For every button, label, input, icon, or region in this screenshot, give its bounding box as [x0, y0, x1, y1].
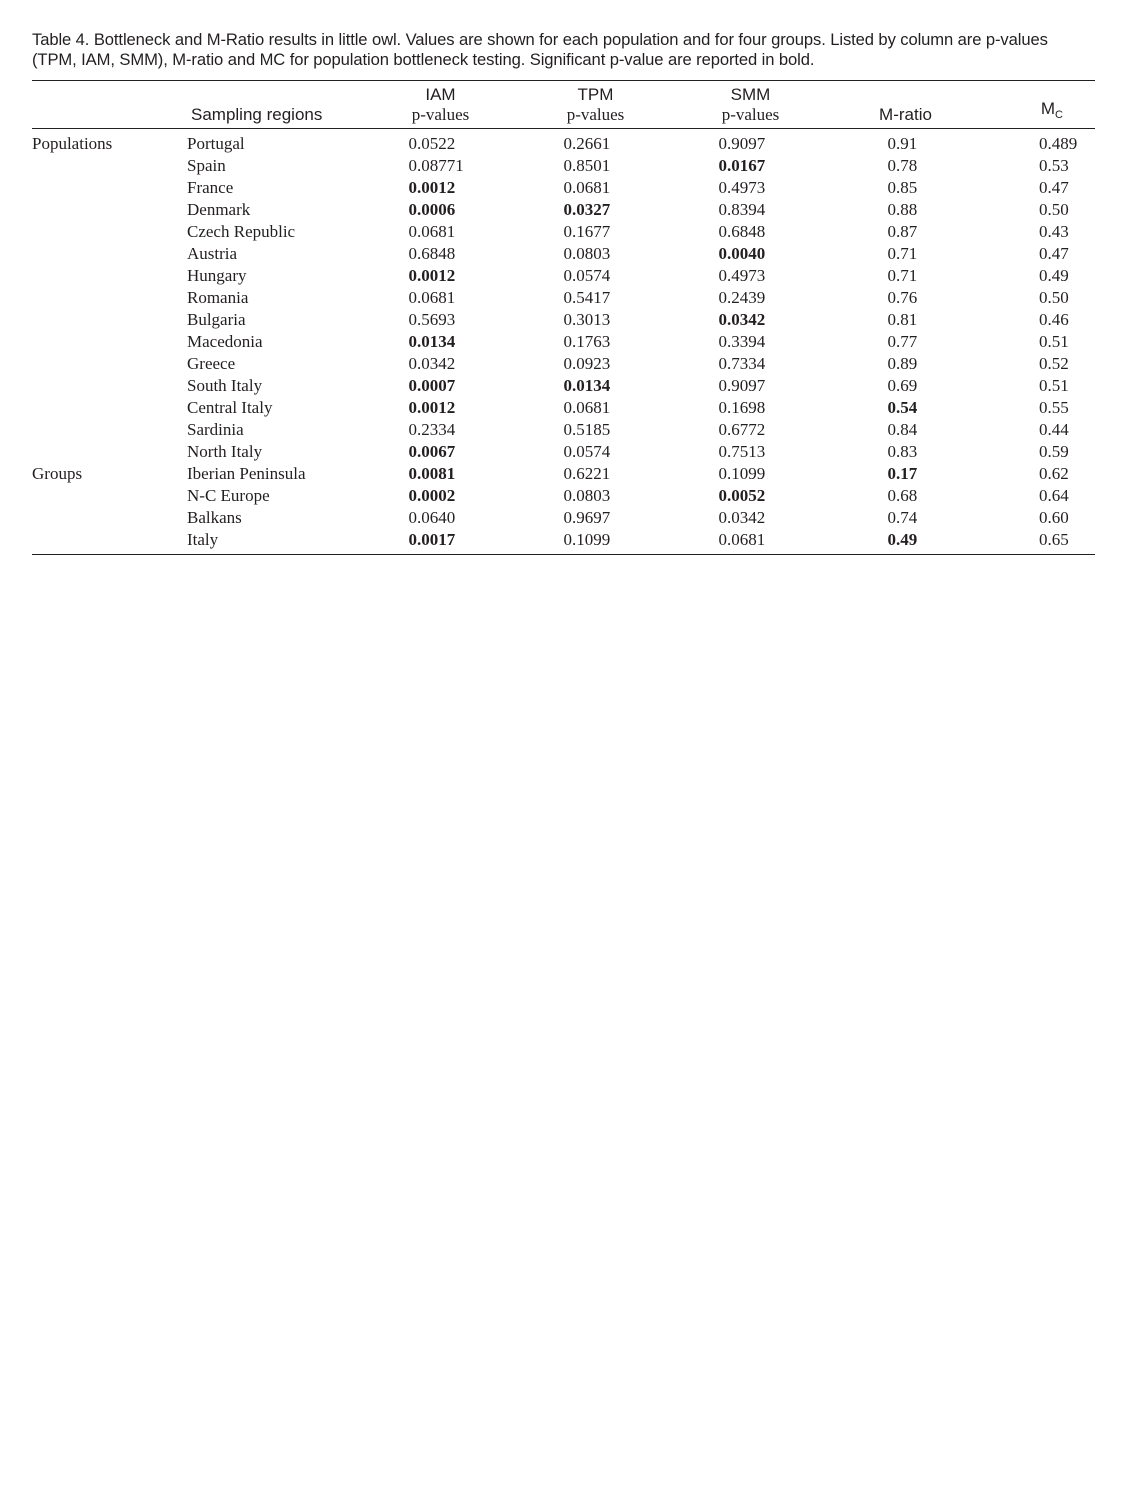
cell-mc [983, 331, 1095, 353]
cell-m-ratio-text: 0.71 [887, 244, 918, 263]
cell-region-text: Austria [187, 244, 238, 263]
table-row [32, 507, 1095, 529]
cell-region-text: Portugal [187, 134, 245, 153]
cell-smm-text: 0.3394 [718, 332, 766, 351]
cell-mc [983, 199, 1095, 221]
cell-iam-text: 0.0007 [408, 376, 456, 395]
cell-category [32, 287, 187, 309]
cell-m-ratio-text: 0.88 [887, 200, 918, 219]
cell-category [32, 155, 187, 177]
cell-mc [983, 485, 1095, 507]
cell-iam [363, 221, 518, 243]
cell-mc-text: 0.50 [1039, 288, 1069, 307]
cell-region-text: Central Italy [187, 398, 273, 417]
cell-smm-text: 0.4973 [718, 178, 766, 197]
cell-tpm [518, 265, 673, 287]
cell-iam [363, 155, 518, 177]
cell-tpm [518, 243, 673, 265]
cell-m-ratio-text: 0.68 [887, 486, 918, 505]
cell-region [187, 441, 363, 463]
cell-m-ratio [828, 199, 983, 221]
cell-m-ratio-text: 0.85 [887, 178, 918, 197]
cell-m-ratio-text: 0.83 [887, 442, 918, 461]
cell-smm [673, 353, 828, 375]
cell-iam-text: 0.0012 [408, 398, 456, 417]
cell-tpm [518, 309, 673, 331]
cell-mc [983, 221, 1095, 243]
cell-category [32, 199, 187, 221]
cell-tpm [518, 129, 673, 156]
cell-mc [983, 375, 1095, 397]
table-row [32, 331, 1095, 353]
cell-region [187, 331, 363, 353]
header-smm [673, 81, 828, 129]
caption-line-2: (TPM, IAM, SMM), M-ratio and MC for population bottleneck testing. Significant p-value are reported in bold. [32, 50, 815, 69]
cell-iam [363, 529, 518, 555]
cell-region [187, 199, 363, 221]
cell-mc-text: 0.53 [1039, 156, 1069, 175]
cell-m-ratio [828, 155, 983, 177]
table-header-row [32, 81, 1095, 129]
cell-mc [983, 309, 1095, 331]
header-iam-top: IAM [425, 85, 456, 104]
cell-category [32, 507, 187, 529]
cell-category-text: Populations [32, 134, 113, 153]
cell-m-ratio [828, 177, 983, 199]
table-row [32, 309, 1095, 331]
table-row [32, 221, 1095, 243]
cell-iam-text: 0.0067 [408, 442, 456, 461]
cell-smm-text: 0.9097 [718, 134, 766, 153]
header-mc-sub: C [1055, 109, 1063, 121]
cell-mc [983, 463, 1095, 485]
cell-smm [673, 177, 828, 199]
cell-iam [363, 265, 518, 287]
cell-mc-text: 0.51 [1039, 332, 1069, 351]
cell-smm-text: 0.7513 [718, 442, 766, 461]
cell-iam-text: 0.0081 [408, 464, 456, 483]
cell-region [187, 485, 363, 507]
cell-iam-text: 0.0002 [408, 486, 456, 505]
cell-region [187, 129, 363, 156]
cell-category [32, 221, 187, 243]
table-row [32, 287, 1095, 309]
cell-smm-text: 0.6772 [718, 420, 766, 439]
cell-mc [983, 507, 1095, 529]
cell-tpm-text: 0.2661 [563, 134, 611, 153]
table-row [32, 177, 1095, 199]
header-m-ratio: M-ratio [879, 105, 932, 124]
cell-m-ratio-text: 0.87 [887, 222, 918, 241]
cell-region [187, 507, 363, 529]
cell-smm-text: 0.8394 [718, 200, 766, 219]
cell-iam-text: 0.0012 [408, 178, 456, 197]
cell-mc-text: 0.59 [1039, 442, 1069, 461]
cell-tpm [518, 331, 673, 353]
cell-m-ratio-text: 0.74 [887, 508, 918, 527]
table-body [32, 129, 1095, 555]
header-tpm-bottom: p-values [566, 105, 625, 124]
cell-tpm-text: 0.0681 [563, 398, 611, 417]
cell-iam-text: 0.0522 [408, 134, 456, 153]
cell-smm-text: 0.0052 [718, 486, 766, 505]
cell-category [32, 419, 187, 441]
cell-region [187, 353, 363, 375]
cell-smm-text: 0.0342 [718, 310, 766, 329]
cell-m-ratio [828, 129, 983, 156]
cell-tpm [518, 155, 673, 177]
cell-region-text: Italy [187, 530, 219, 549]
cell-mc [983, 129, 1095, 156]
cell-iam [363, 441, 518, 463]
cell-m-ratio-text: 0.17 [887, 464, 918, 483]
cell-m-ratio [828, 243, 983, 265]
cell-region-text: Balkans [187, 508, 242, 527]
cell-m-ratio [828, 419, 983, 441]
cell-iam [363, 463, 518, 485]
cell-tpm-text: 0.1099 [563, 530, 611, 549]
cell-category [32, 463, 187, 485]
cell-region [187, 155, 363, 177]
cell-mc [983, 419, 1095, 441]
cell-iam-text: 0.0640 [408, 508, 456, 527]
cell-tpm [518, 375, 673, 397]
cell-smm-text: 0.7334 [718, 354, 766, 373]
cell-iam [363, 375, 518, 397]
cell-smm-text: 0.1099 [718, 464, 766, 483]
cell-category [32, 485, 187, 507]
table-row [32, 265, 1095, 287]
cell-m-ratio [828, 331, 983, 353]
cell-iam [363, 287, 518, 309]
cell-tpm [518, 287, 673, 309]
table-row [32, 397, 1095, 419]
cell-tpm [518, 177, 673, 199]
cell-tpm [518, 221, 673, 243]
cell-tpm [518, 507, 673, 529]
cell-mc-text: 0.50 [1039, 200, 1069, 219]
cell-category [32, 397, 187, 419]
cell-region [187, 265, 363, 287]
cell-tpm-text: 0.6221 [563, 464, 611, 483]
cell-m-ratio [828, 529, 983, 555]
cell-smm [673, 375, 828, 397]
cell-smm [673, 331, 828, 353]
cell-mc-text: 0.65 [1039, 530, 1069, 549]
table-row [32, 199, 1095, 221]
cell-category [32, 331, 187, 353]
cell-iam [363, 129, 518, 156]
header-tpm-top: TPM [577, 85, 614, 104]
header-mc-main: M [1040, 99, 1056, 118]
cell-iam [363, 485, 518, 507]
cell-smm [673, 287, 828, 309]
cell-tpm [518, 353, 673, 375]
cell-tpm [518, 463, 673, 485]
cell-region-text: N-C Europe [187, 486, 270, 505]
cell-region-text: Hungary [187, 266, 247, 285]
header-iam-bottom: p-values [411, 105, 470, 124]
cell-tpm-text: 0.0803 [563, 244, 611, 263]
cell-mc-text: 0.55 [1039, 398, 1069, 417]
cell-category [32, 243, 187, 265]
cell-region-text: Spain [187, 156, 226, 175]
cell-tpm [518, 485, 673, 507]
cell-m-ratio-text: 0.54 [887, 398, 918, 417]
cell-iam-text: 0.0681 [408, 222, 456, 241]
cell-region [187, 529, 363, 555]
cell-tpm-text: 0.0681 [563, 178, 611, 197]
header-tpm [518, 81, 673, 129]
header-category [32, 81, 187, 129]
cell-smm-text: 0.0040 [718, 244, 766, 263]
cell-region-text: Greece [187, 354, 236, 373]
cell-mc-text: 0.44 [1039, 420, 1069, 439]
cell-region-text: Bulgaria [187, 310, 246, 329]
cell-category [32, 353, 187, 375]
cell-smm [673, 243, 828, 265]
cell-iam [363, 353, 518, 375]
cell-smm-text: 0.2439 [718, 288, 766, 307]
cell-mc [983, 353, 1095, 375]
cell-region [187, 221, 363, 243]
cell-mc-text: 0.47 [1039, 244, 1069, 263]
cell-m-ratio [828, 463, 983, 485]
cell-tpm-text: 0.5417 [563, 288, 611, 307]
cell-m-ratio-text: 0.69 [887, 376, 918, 395]
cell-region [187, 243, 363, 265]
cell-mc [983, 155, 1095, 177]
cell-iam-text: 0.0342 [408, 354, 456, 373]
table-row [32, 463, 1095, 485]
cell-iam [363, 331, 518, 353]
cell-smm [673, 419, 828, 441]
cell-category [32, 309, 187, 331]
cell-category [32, 441, 187, 463]
cell-tpm [518, 529, 673, 555]
cell-mc [983, 265, 1095, 287]
cell-mc [983, 441, 1095, 463]
cell-category [32, 265, 187, 287]
cell-iam-text: 0.0017 [408, 530, 456, 549]
table-row [32, 129, 1095, 156]
cell-region [187, 463, 363, 485]
cell-iam [363, 507, 518, 529]
cell-m-ratio [828, 287, 983, 309]
cell-smm-text: 0.0167 [718, 156, 766, 175]
cell-region [187, 375, 363, 397]
cell-tpm-text: 0.5185 [563, 420, 611, 439]
cell-mc-text: 0.64 [1039, 486, 1069, 505]
cell-mc [983, 397, 1095, 419]
cell-mc [983, 287, 1095, 309]
cell-mc-text: 0.49 [1039, 266, 1069, 285]
cell-iam [363, 419, 518, 441]
cell-tpm-text: 0.0803 [563, 486, 611, 505]
cell-m-ratio [828, 441, 983, 463]
cell-iam [363, 243, 518, 265]
cell-m-ratio-text: 0.77 [887, 332, 918, 351]
cell-smm-text: 0.4973 [718, 266, 766, 285]
cell-smm [673, 265, 828, 287]
cell-smm-text: 0.6848 [718, 222, 766, 241]
cell-m-ratio [828, 397, 983, 419]
cell-smm-text: 0.0681 [718, 530, 766, 549]
table-row [32, 375, 1095, 397]
cell-smm [673, 221, 828, 243]
cell-iam-text: 0.0006 [408, 200, 456, 219]
cell-region-text: France [187, 178, 234, 197]
cell-m-ratio [828, 353, 983, 375]
table-caption [32, 30, 1095, 70]
cell-mc [983, 529, 1095, 555]
cell-iam [363, 199, 518, 221]
caption-line-1: Table 4. Bottleneck and M-Ratio results in little owl. Values are shown for each population and for four groups. Listed by column are p-values [32, 30, 1048, 49]
cell-tpm-text: 0.0327 [563, 200, 611, 219]
cell-iam [363, 177, 518, 199]
cell-region [187, 177, 363, 199]
cell-tpm [518, 419, 673, 441]
cell-region-text: North Italy [187, 442, 263, 461]
cell-smm [673, 309, 828, 331]
cell-mc-text: 0.62 [1039, 464, 1069, 483]
cell-iam-text: 0.5693 [408, 310, 456, 329]
cell-smm [673, 485, 828, 507]
cell-smm [673, 129, 828, 156]
cell-mc-text: 0.46 [1039, 310, 1069, 329]
cell-iam-text: 0.0681 [408, 288, 456, 307]
table-row [32, 243, 1095, 265]
cell-iam-text: 0.08771 [408, 156, 464, 175]
cell-mc-text: 0.43 [1039, 222, 1069, 241]
cell-region [187, 287, 363, 309]
cell-mc-text: 0.47 [1039, 178, 1069, 197]
cell-smm-text: 0.0342 [718, 508, 766, 527]
table-row [32, 419, 1095, 441]
cell-m-ratio-text: 0.81 [887, 310, 918, 329]
table-row [32, 155, 1095, 177]
cell-tpm [518, 199, 673, 221]
cell-smm [673, 397, 828, 419]
cell-m-ratio [828, 375, 983, 397]
cell-region-text: Czech Republic [187, 222, 296, 241]
cell-smm-text: 0.9097 [718, 376, 766, 395]
cell-mc-text: 0.60 [1039, 508, 1069, 527]
cell-iam [363, 309, 518, 331]
cell-category [32, 375, 187, 397]
table-figure [32, 30, 1095, 555]
cell-region [187, 419, 363, 441]
cell-iam [363, 397, 518, 419]
cell-region [187, 397, 363, 419]
cell-region-text: South Italy [187, 376, 263, 395]
cell-smm-text: 0.1698 [718, 398, 766, 417]
cell-tpm [518, 441, 673, 463]
cell-region [187, 309, 363, 331]
cell-smm [673, 463, 828, 485]
cell-category-text: Groups [32, 464, 83, 483]
cell-m-ratio [828, 265, 983, 287]
cell-m-ratio-text: 0.84 [887, 420, 918, 439]
header-sampling-regions: Sampling regions [191, 105, 323, 124]
cell-iam-text: 0.2334 [408, 420, 456, 439]
cell-m-ratio [828, 309, 983, 331]
cell-smm [673, 199, 828, 221]
cell-mc-text: 0.52 [1039, 354, 1069, 373]
cell-m-ratio [828, 485, 983, 507]
cell-m-ratio-text: 0.71 [887, 266, 918, 285]
cell-m-ratio-text: 0.78 [887, 156, 918, 175]
cell-tpm-text: 0.0574 [563, 442, 611, 461]
bottleneck-table [32, 80, 1095, 555]
cell-category [32, 129, 187, 156]
cell-tpm-text: 0.9697 [563, 508, 611, 527]
cell-m-ratio-text: 0.89 [887, 354, 918, 373]
cell-iam-text: 0.6848 [408, 244, 456, 263]
table-row [32, 529, 1095, 555]
cell-mc-text: 0.51 [1039, 376, 1069, 395]
cell-iam-text: 0.0134 [408, 332, 456, 351]
cell-iam-text: 0.0012 [408, 266, 456, 285]
cell-tpm-text: 0.0923 [563, 354, 611, 373]
cell-m-ratio-text: 0.91 [887, 134, 918, 153]
cell-smm [673, 155, 828, 177]
cell-category [32, 529, 187, 555]
cell-tpm-text: 0.1763 [563, 332, 611, 351]
cell-mc [983, 243, 1095, 265]
cell-region-text: Denmark [187, 200, 251, 219]
header-mc [983, 81, 1095, 129]
table-row [32, 441, 1095, 463]
cell-mc [983, 177, 1095, 199]
cell-region-text: Sardinia [187, 420, 244, 439]
cell-region-text: Romania [187, 288, 249, 307]
cell-m-ratio [828, 507, 983, 529]
cell-m-ratio-text: 0.76 [887, 288, 918, 307]
table-row [32, 485, 1095, 507]
cell-smm [673, 529, 828, 555]
cell-tpm-text: 0.0574 [563, 266, 611, 285]
table-row [32, 353, 1095, 375]
cell-mc-text: 0.489 [1039, 134, 1078, 153]
cell-tpm-text: 0.0134 [563, 376, 611, 395]
cell-m-ratio-text: 0.49 [887, 530, 918, 549]
cell-tpm [518, 397, 673, 419]
header-smm-top: SMM [730, 85, 771, 104]
cell-smm [673, 507, 828, 529]
header-iam [363, 81, 518, 129]
cell-region-text: Macedonia [187, 332, 263, 351]
cell-region-text: Iberian Peninsula [187, 464, 306, 483]
cell-tpm-text: 0.3013 [563, 310, 611, 329]
cell-category [32, 177, 187, 199]
cell-smm [673, 441, 828, 463]
header-smm-bottom: p-values [721, 105, 780, 124]
cell-m-ratio [828, 221, 983, 243]
cell-tpm-text: 0.8501 [563, 156, 611, 175]
cell-tpm-text: 0.1677 [563, 222, 611, 241]
